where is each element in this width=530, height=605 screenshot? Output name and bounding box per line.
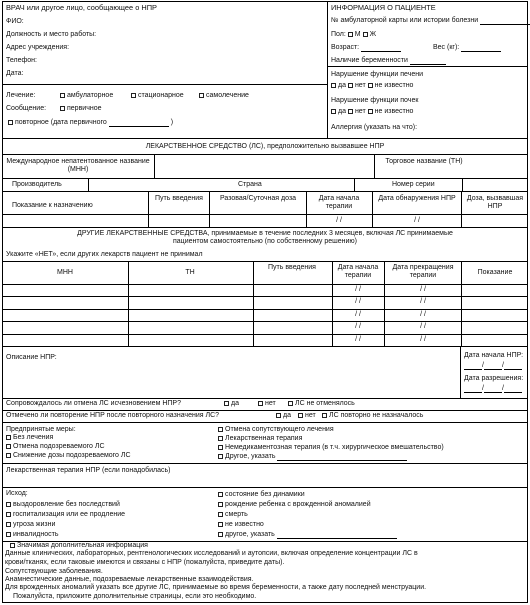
other-start-date-cell[interactable]: / / — [355, 335, 361, 343]
outcome-no-change[interactable]: состояние без динамики — [218, 491, 305, 499]
checkbox-icon[interactable] — [363, 32, 368, 37]
checkbox-icon — [331, 109, 336, 114]
checkbox-icon — [288, 401, 293, 406]
manufacturer-header: Производитель — [12, 181, 62, 188]
rechallenge-not-repeated[interactable]: ЛС повторно не назначалось — [322, 412, 423, 420]
outcome-disability[interactable]: инвалидность — [6, 531, 59, 539]
outcome-hospitalization[interactable]: госпитализация или ее продление — [6, 511, 125, 519]
other-stop-date-cell[interactable]: / / — [420, 323, 426, 331]
treatment-self[interactable]: самолечение — [199, 92, 249, 100]
other-col-tn: ТН — [185, 269, 195, 276]
checkbox-icon[interactable] — [348, 32, 353, 37]
other-start-date-cell[interactable]: / / — [355, 298, 361, 306]
other-start-date-cell[interactable]: / / — [355, 286, 361, 293]
checkbox-icon — [218, 436, 223, 441]
other-col-stop: Дата прекращения терапии — [392, 264, 454, 280]
checkbox-icon — [218, 492, 223, 497]
checkbox-icon — [6, 435, 11, 440]
suspect-inn-header: Международное непатентованное название (МНН) — [6, 158, 150, 174]
detected-date-input[interactable]: / / — [414, 217, 420, 224]
checkbox-icon — [8, 120, 13, 125]
additional-line: Анамнестические данные, подозреваемые лекарственные взаимодействия. — [5, 576, 254, 583]
outcome-other[interactable]: другое, указать — [218, 531, 397, 539]
checkbox-icon — [60, 106, 65, 111]
start-date-input[interactable]: / / — [336, 217, 342, 224]
checkbox-icon — [218, 502, 223, 507]
checkbox-icon — [348, 83, 353, 88]
reaction-start-input[interactable]: / / — [464, 362, 522, 370]
other-start-date-cell[interactable]: / / — [355, 310, 361, 318]
checkbox-icon — [131, 93, 136, 98]
measure-drug-therapy[interactable]: Лекарственная терапия — [218, 435, 302, 443]
checkbox-icon — [218, 427, 223, 432]
measure-withdraw-concomitant[interactable]: Отмена сопутствующего лечения — [218, 426, 334, 434]
treatment-outpatient[interactable]: амбулаторное — [60, 92, 113, 100]
measure-non-drug[interactable]: Немедикаментозная терапия (в т.ч. хирургическое вмешательство) — [218, 444, 444, 452]
other-stop-date-cell[interactable]: / / — [420, 335, 426, 343]
detected-header: Дата обнаружения НПР — [378, 195, 456, 202]
sex-field: Пол: М Ж — [331, 31, 377, 38]
additional-line: крови/тканях, если таковые имеются и связаны с НПР (пожалуйста, приведите даты). — [5, 559, 285, 566]
measures-title: Предпринятые меры: — [6, 426, 76, 433]
position-label: Должность и место работы: — [6, 31, 97, 38]
checkbox-icon — [218, 512, 223, 517]
rechallenge-no[interactable]: нет — [298, 412, 316, 420]
checkbox-icon — [368, 83, 373, 88]
checkbox-icon — [6, 532, 11, 537]
other-col-route: Путь введения — [268, 264, 316, 271]
other-col-start: Дата начала терапии — [337, 264, 379, 280]
reporter-title: ВРАЧ или другое лицо, сообщающее о НПР — [6, 3, 157, 12]
additional-line: Пожалуйста, приложите дополнительные страницы, если это необходимо. — [13, 593, 257, 600]
allergy-label: Аллергия (указать на что): — [331, 124, 418, 131]
measure-no-treatment[interactable]: Без лечения — [6, 434, 53, 442]
checkbox-icon — [258, 401, 263, 406]
treatment-label: Лечение: — [6, 92, 36, 99]
checkbox-icon — [218, 532, 223, 537]
indication-header: Показание к назначению — [12, 202, 93, 209]
kidney-label: Нарушение функции почек — [331, 97, 419, 104]
suspect-header: ЛЕКАРСТВЕННОЕ СРЕДСТВО (ЛС), предположительно вызвавшее НПР — [145, 143, 385, 150]
checkbox-icon — [6, 502, 11, 507]
checkbox-icon — [6, 453, 11, 458]
withdrawal-not-stopped[interactable]: ЛС не отменялось — [288, 400, 355, 408]
kidney-options[interactable]: да нет не известно — [331, 108, 413, 116]
other-stop-date-cell[interactable]: / / — [420, 298, 426, 306]
message-repeat[interactable]: повторное (дата первичного ) — [8, 119, 173, 127]
liver-options[interactable]: да нет не известно — [331, 82, 413, 90]
drug-therapy-label: Лекарственная терапия НПР (если понадобилась) — [6, 467, 171, 474]
fio-label: ФИО: — [6, 18, 24, 25]
checkbox-icon — [224, 401, 229, 406]
measure-reduce-dose[interactable]: Снижение дозы подозреваемого ЛС — [6, 452, 131, 460]
rechallenge-yes[interactable]: да — [276, 412, 291, 420]
dose-header: Разовая/Суточная доза — [219, 195, 297, 202]
weight-field[interactable]: Вес (кг): — [433, 44, 501, 52]
patient-title: ИНФОРМАЦИЯ О ПАЦИЕНТЕ — [331, 3, 436, 12]
resolve-input[interactable]: / / — [464, 385, 522, 393]
other-header: ДРУГИЕ ЛЕКАРСТВЕННЫЕ СРЕДСТВА, принимаемые в течение последних 3 месяцев, включая ЛС принимаемые пациентом самостоятельно (по собственному решению) — [77, 230, 453, 246]
additional-line: Данные клинических, лабораторных, рентгенологических исследований и аутопсии, включая определение концентрации ЛС в — [5, 550, 418, 557]
suspect-tn-header: Торговое название (ТН) — [385, 158, 463, 165]
country-header: Страна — [238, 181, 262, 188]
treatment-inpatient[interactable]: стационарное — [131, 92, 184, 100]
other-stop-date-cell[interactable]: / / — [420, 310, 426, 318]
outcome-life-threat[interactable]: угроза жизни — [6, 521, 55, 529]
reaction-start-label: Дата начала НПР: — [464, 352, 524, 359]
additional-line: Для врожденных аномалий указать все другие ЛС, принимаемые во время беременности, а также дату последней менструации. — [5, 584, 427, 591]
pregnancy-field[interactable]: Наличие беременности — [331, 57, 446, 65]
checkbox-icon — [368, 109, 373, 114]
rechallenge-question: Отмечено ли повторение НПР после повторного назначения ЛС? — [6, 412, 220, 419]
withdrawal-question: Сопровождалось ли отмена ЛС исчезновением НПР? — [6, 400, 181, 407]
other-col-inn: МНН — [57, 269, 73, 276]
route-header: Путь введения — [155, 195, 203, 202]
other-stop-date-cell[interactable]: / / — [420, 286, 426, 293]
series-header: Номер серии — [392, 181, 435, 188]
checkbox-icon — [10, 543, 15, 548]
other-col-indication: Показание — [477, 269, 513, 276]
date-label: Дата: — [6, 70, 24, 77]
checkbox-icon — [298, 413, 303, 418]
resolve-label: Дата разрешения: — [464, 375, 524, 382]
checkbox-icon — [218, 445, 223, 450]
withdrawal-no[interactable]: нет — [258, 400, 276, 408]
outcome-death[interactable]: смерть — [218, 511, 248, 519]
checkbox-icon — [6, 512, 11, 517]
address-label: Адрес учреждения: — [6, 44, 70, 51]
card-number-field[interactable]: № амбулаторной карты или истории болезни — [331, 17, 530, 25]
checkbox-icon — [322, 413, 327, 418]
checkbox-icon — [199, 93, 204, 98]
withdrawal-yes[interactable]: да — [224, 400, 239, 408]
checkbox-icon — [218, 454, 223, 459]
liver-label: Нарушение функции печени — [331, 71, 424, 78]
additional-line: Сопутствующие заболевания. — [5, 568, 103, 575]
checkbox-icon — [218, 522, 223, 527]
checkbox-icon — [348, 109, 353, 114]
description-label: Описание НПР: — [6, 354, 57, 361]
checkbox-icon — [276, 413, 281, 418]
other-note: Укажите «НЕТ», если других лекарств пациент не принимал — [6, 251, 203, 258]
measure-withdraw-suspect[interactable]: Отмена подозреваемого ЛС — [6, 443, 105, 451]
checkbox-icon — [6, 444, 11, 449]
start-header: Дата начала терапии — [318, 195, 360, 211]
checkbox-icon — [6, 522, 11, 527]
message-label: Сообщение: — [6, 105, 47, 112]
reaction-dose-header: Доза, вызвавшая НПР — [466, 195, 524, 211]
checkbox-icon — [331, 83, 336, 88]
outcome-title: Исход: — [6, 490, 28, 497]
other-start-date-cell[interactable]: / / — [355, 323, 361, 331]
measure-other[interactable]: Другое, указать — [218, 453, 407, 461]
age-field[interactable]: Возраст: — [331, 44, 401, 52]
phone-label: Телефон: — [6, 57, 37, 64]
message-primary[interactable]: первичное — [60, 105, 102, 113]
outcome-unknown[interactable]: не известно — [218, 521, 264, 529]
outcome-congenital[interactable]: рождение ребенка с врожденной аномалией — [218, 501, 371, 509]
outcome-recovery[interactable]: выздоровление без последствий — [6, 501, 120, 509]
checkbox-icon — [60, 93, 65, 98]
additional-title: Значимая дополнительная информация — [10, 542, 148, 550]
